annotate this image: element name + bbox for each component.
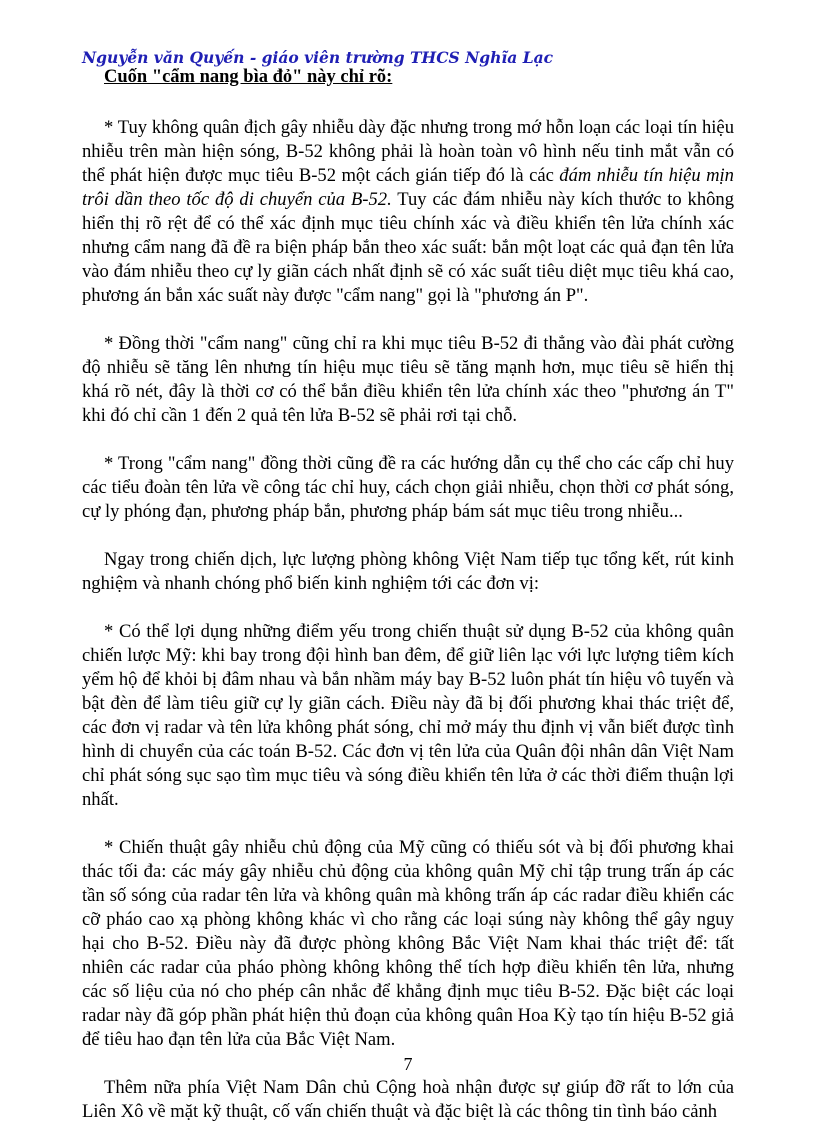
document-body xyxy=(82,116,734,1148)
p1-emphasis: đám nhiễu tín hiệu mịn trôi dần theo tốc độ di chuyển của B-52. xyxy=(82,165,734,210)
p1-text-after: Tuy các đám nhiễu này kích thước to không hiển thị rõ rệt để có thể xác định mục tiêu chính xác và điều khiển tên lửa chính xác nhưng cẩm nang đã đề ra biện pháp bắn theo xác suất: bắn một loạt các quả đạn tên lửa vào đám nhiễu theo cự ly giãn cách nhất định sẽ có xác suất tiêu diệt mục tiêu khá cao, phương án bắn xác suất này được "cẩm nang" gọi là "phương án P". xyxy=(82,189,735,306)
section-title: Cuốn "cẩm nang bìa đỏ" này chỉ rõ: xyxy=(104,67,393,87)
paragraph-t-plan: * Đồng thời "cẩm nang" cũng chỉ ra khi mục tiêu B-52 đi thẳng vào đài phát cường độ nhiễu sẽ tăng lên nhưng tín hiệu mục tiêu sẽ tăng mạnh hơn, mục tiêu sẽ hiển thị khá rõ nét, đây là thời cơ có thể bắn điều khiển tên lửa chính xác theo "phương án T" khi đó chỉ cần 1 đến 2 quả tên lửa B-52 sẽ phải rơi tại chỗ. xyxy=(82,333,734,426)
paragraph-b52-weakness: * Có thể lợi dụng những điểm yếu trong chiến thuật sử dụng B-52 của không quân chiến lược Mỹ: khi bay trong đội hình ban đêm, để giữ liên lạc với lực lượng tiêm kích yểm hộ để khỏi bị đâm nhau và bắn nhầm máy bay B-52 luôn phát tín hiệu vô tuyến và bật đèn để làm tiêu giữ cự ly giãn cách. Điều này đã bị đối phương khai thác triệt để, các đơn vị radar và tên lửa không phát sóng, chỉ mở máy thu định vị vẫn biết được tình hình di chuyển của các toán B-52. Các đơn vị tên lửa của Quân đội nhân dân Việt Nam chỉ phát sóng sục sạo tìm mục tiêu và sóng điều khiển tên lửa ở các thời điểm thuận lợi nhất. xyxy=(82,621,734,810)
page-number: 7 xyxy=(403,1054,413,1074)
paragraph-jamming-tactics: * Chiến thuật gây nhiễu chủ động của Mỹ cũng có thiếu sót và bị đối phương khai thác tối đa: các máy gây nhiễu chủ động của không quân Mỹ chỉ tập trung trấn áp các tần số sóng của radar tên lửa và không quân mà không trấn áp các radar điều khiển các cỡ pháo cao xạ phòng không khác vì cho rằng các loại súng này không thể gây nguy hại cho B-52. Điều này đã được phòng không Bắc Việt Nam khai thác triệt để: tất nhiên các radar của pháo phòng không không thể tích hợp điều khiển tên lửa, nhưng các số liệu của nó cho phép cân nhắc để khẳng định mục tiêu B-52. Đặc biệt các loại radar này đã góp phần phát hiện thủ đoạn của không quân Hoa Kỳ tạo tín hiệu B-52 giả để tiêu hao đạn tên lửa của Bắc Việt Nam. xyxy=(82,837,734,1050)
running-header: Nguyễn văn Quyến - giáo viên trường THCS Nghĩa Lạc xyxy=(82,48,554,67)
paragraph-guidance: * Trong "cẩm nang" đồng thời cũng đề ra các hướng dẫn cụ thể cho các cấp chỉ huy các tiểu đoàn tên lửa về công tác chỉ huy, cách chọn giải nhiễu, chọn thời cơ phát sóng, cự ly phóng đạn, phương pháp bắn, phương pháp bám sát mục tiêu trong nhiễu... xyxy=(82,453,734,522)
paragraph-soviet-support: Thêm nữa phía Việt Nam Dân chủ Cộng hoà nhận được sự giúp đỡ rất to lớn của Liên Xô về mặt kỹ thuật, cố vấn chiến thuật và đặc biệt là các thông tin tình báo cảnh xyxy=(82,1077,734,1122)
paragraph-lessons-intro: Ngay trong chiến dịch, lực lượng phòng không Việt Nam tiếp tục tổng kết, rút kinh nghiệm và nhanh chóng phổ biến kinh nghiệm tới các đơn vị: xyxy=(82,549,734,594)
p1-text-before: * Tuy không quân địch gây nhiễu dày đặc nhưng trong mớ hỗn loạn các loại tín hiệu nhiễu trên màn hiện sóng, B-52 không phải là hoàn toàn vô hình nếu tinh mắt vẫn có thể phát hiện được mục tiêu B-52 một cách gián tiếp đó là các xyxy=(82,117,734,186)
paragraph-p-plan xyxy=(82,116,734,308)
